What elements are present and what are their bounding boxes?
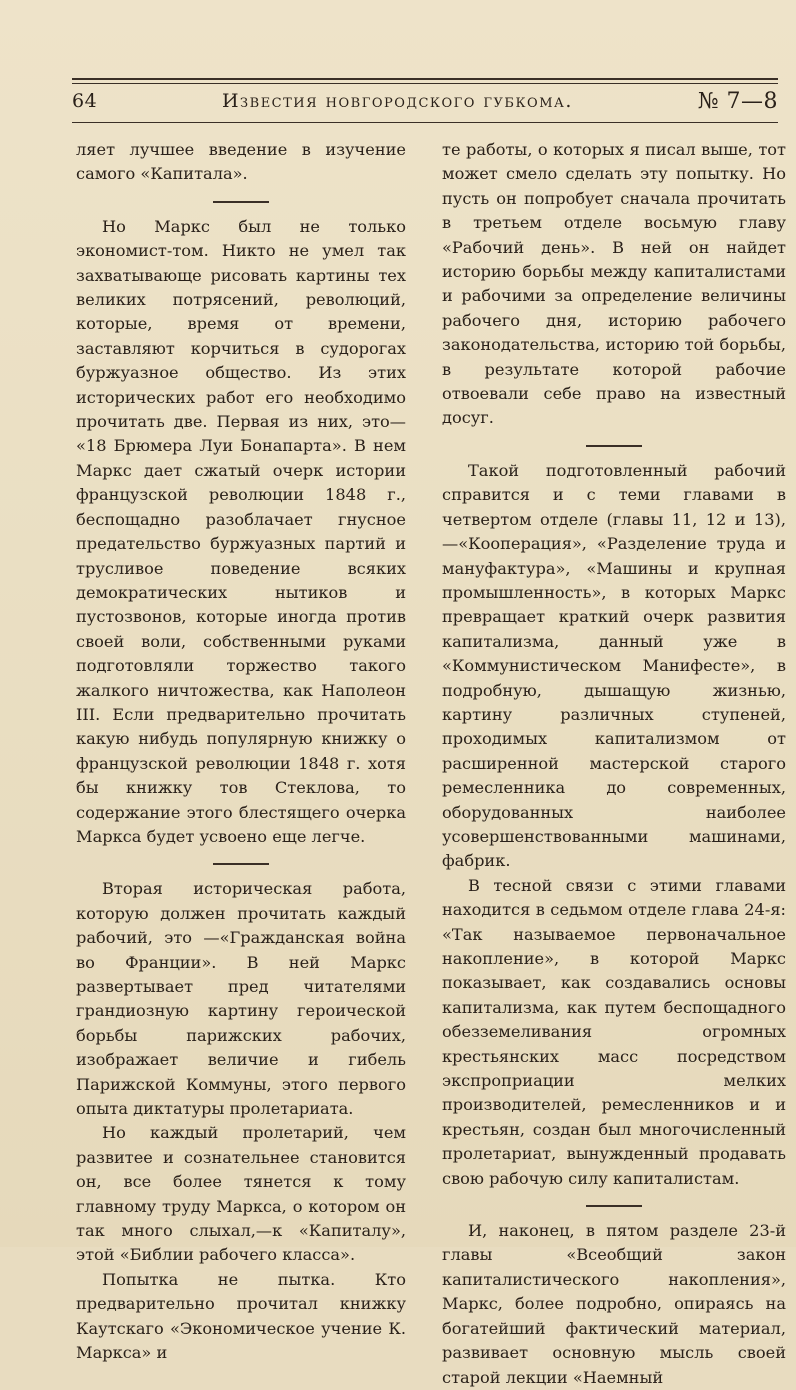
paragraph: Такой подготовленный рабочий справится и с теми главами в четвертом отделе (главы 11, 12 и 13),—«Кооперация», «Разделение труда и мануфактура», «Машины и крупная промышленность», в которых Маркс превращает краткий очерк развития капитализма, данный уже в «Коммунистическом Манифесте», в подробную, дышащую жизнью, картину различных ступеней, проходимых капитализмом от расширенной мастерской старого ремесленника до современных, оборудованных наиболее усовершенствованными машинами, фабрик.: [442, 460, 786, 871]
journal-title: Известия новгородского губкома.: [221, 90, 573, 112]
paragraph: Попытка не пытка. Кто предварительно прочитал книжку Каутскаго «Экономическое учение К. Маркса» и: [76, 1269, 406, 1363]
section-separator: [586, 445, 642, 447]
right-column: [442, 138, 786, 1390]
issue-number: № 7—8: [697, 88, 778, 114]
header-rule-top: [72, 78, 778, 80]
paragraph: Но каждый пролетарий, чем развитее и сознательнее становится он, все более тянется к тому главному труду Маркса, о котором он так много слыхал,—к «Капиталу», этой «Библии рабочего класса».: [76, 1123, 406, 1265]
paragraph: те работы, о которых я писал выше, тот может смело сделать эту попытку. Но пусть он попробует сначала прочитать в третьем отделе восьмую главу «Рабочий день». В ней он найдет историю борьбы между капиталистами и рабочими за определение величины рабочего дня, историю рабочего законодательства, историю той борьбы, в результате которой рабочие отвоевали себе право на известный досуг.: [442, 140, 786, 428]
paragraph: Вторая историческая работа, которую должен прочитать каждый рабочий, это —«Гражданская война во Франции». В ней Маркс развертывает пред читателями грандиозную картину героической борьбы парижских рабочих, изображает величие и гибель Парижской Коммуны, этого первого опыта диктатуры пролетариата.: [76, 879, 406, 1119]
paragraph: И, наконец, в пятом разделе 23-й главы «Всеобщий закон капиталистического накопления», Маркс, более подробно, опираясь на богатейший фактический материал, развивает основную мысль своей старой лекции «Наемный: [442, 1221, 786, 1387]
left-column: [76, 138, 406, 1366]
section-separator: [213, 201, 269, 203]
section-separator: [213, 863, 269, 865]
paragraph: ляет лучшее введение в изучение самого «Капитала».: [76, 140, 406, 184]
header-rule-bottom: [72, 122, 778, 123]
paragraph: В тесной связи с этими главами находится в седьмом отделе глава 24-я: «Так называемое первоначальное накопление», в которой Маркс показывает, как создавались основы капитализма, как путем беспощадного обезземеливания огромных крестьянских масс посредством экспроприации мелких производителей, ремесленников и и крестьян, создан был многочисленный пролетариат, вынужденный продавать свою рабочую силу капиталистам.: [442, 875, 786, 1188]
paragraph: Но Маркс был не только экономист-том. Никто не умел так захватывающе рисовать картины тех великих потрясений, революций, которые, время от времени, заставляют корчиться в судорогах буржуазное общество. Из этих исторических работ его необходимо прочитать две. Первая из них, это— «18 Брюмера Луи Бонапарта». В нем Маркс дает сжатый очерк истории французской революции 1848 г., беспощадно разоблачает гнусное предательство буржуазных партий и трусливое поведение всяких демократических нытиков и пустозвонов, которые иногда против своей воли, собственными руками подготовляли торжество такого жалкого ничтожества, как Наполеон III. Если предварительно прочитать какую нибудь популярную книжку о французской революции 1848 г. хотя бы книжку тов Стеклова, то содержание этого блестящего очерка Маркса будет усвоено еще легче.: [76, 216, 406, 846]
running-header: [72, 86, 778, 116]
page-number: 64: [72, 90, 98, 112]
header-rule-top-thin: [72, 83, 778, 84]
section-separator: [586, 1205, 642, 1207]
